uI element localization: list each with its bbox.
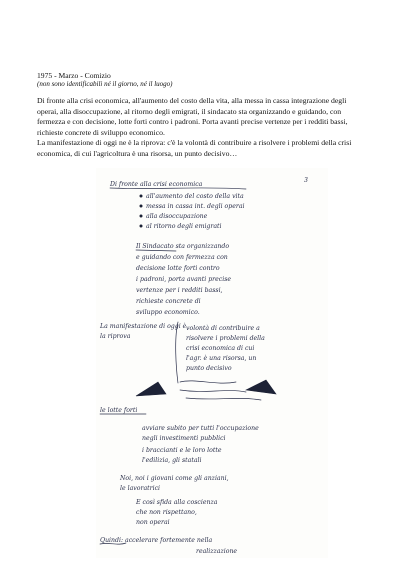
manuscript-scribble (246, 380, 276, 394)
manuscript-line: punto decisivo (186, 365, 232, 372)
manuscript-drawing (96, 168, 328, 558)
document-note: (non sono identificabili né il giorno, né il luogo) (37, 80, 173, 88)
manuscript-line: all'aumento del costo della vita (146, 193, 244, 200)
transcription-text (37, 96, 367, 160)
manuscript-line: l'edilizia, gli statali (142, 457, 202, 464)
manuscript-line: realizzazione (196, 548, 238, 555)
manuscript-line: e guidando con fermezza con (136, 254, 228, 261)
manuscript-line: decisione lotte forti contro (136, 265, 220, 272)
manuscript-line: l'agr. è una risorsa, un (186, 355, 257, 362)
manuscript-line: non operai (136, 519, 170, 526)
manuscript-line: le lavoratrici (120, 485, 161, 492)
manuscript-line: avviare subito per tutti l'occupazione (142, 425, 259, 432)
manuscript-line: i braccianti e le loro lotte (142, 447, 222, 454)
manuscript-line: Di fronte alla crisi economica (110, 181, 203, 188)
manuscript-line: la riprova (100, 333, 131, 340)
manuscript-scribble (136, 382, 166, 396)
manuscript-line: Quindi: accelerare fortemente nella (100, 537, 213, 544)
manuscript-page-mark: 3 (304, 177, 308, 184)
document-header (37, 71, 367, 89)
manuscript-line: richieste concrete di (136, 298, 201, 305)
manuscript-line: che non rispettano, (136, 509, 197, 516)
manuscript-line: vertenze per i redditi bassi, (136, 287, 223, 294)
manuscript-line: negli investimenti pubblici (142, 435, 226, 442)
transcription-paragraph-2: La manifestazione di oggi ne è la riprova: c'è la volontà di contribuire a risolvere i problemi della crisi economica, di cui l'agricoltura è una risorsa, un punto decisivo… (37, 138, 352, 158)
manuscript-line: messa in cassa int. degli operai (146, 203, 245, 210)
manuscript-line: crisi economica di cui (186, 345, 255, 352)
manuscript-line: alla disoccupazione (146, 213, 208, 220)
manuscript-line: Il Sindacato sta organizzando (136, 243, 230, 250)
document-title: 1975 - Marzo - Comizio (37, 71, 111, 80)
manuscript-line: i padroni, porta avanti precise (136, 276, 232, 283)
manuscript-line: E così sfida alla coscienza (136, 499, 218, 506)
manuscript-line: La manifestazione di oggi è (100, 323, 187, 330)
manuscript-line: al ritorno degli emigrati (146, 223, 222, 230)
manuscript-line: Noi, noi i giovani come gli anziani, (120, 475, 229, 482)
handwritten-manuscript-image (96, 168, 328, 558)
manuscript-line: risolvere i problemi della (186, 335, 265, 342)
manuscript-line: volontà di contribuire a (186, 325, 260, 332)
transcription-paragraph-1: Di fronte alla crisi economica, all'aumento del costo della vita, alla messa in cassa integrazione degli operai, alla disoccupazione, al ritorno degli emigrati, il sindacato sta organizzando e guidando, con fermezza e con decisione, lotte forti contro i padroni. Porta avanti precise vertenze per i redditi bassi, richieste concrete di sviluppo economico. (37, 96, 348, 137)
manuscript-line: sviluppo economico. (136, 309, 200, 316)
manuscript-line: le lotte forti (100, 407, 138, 414)
